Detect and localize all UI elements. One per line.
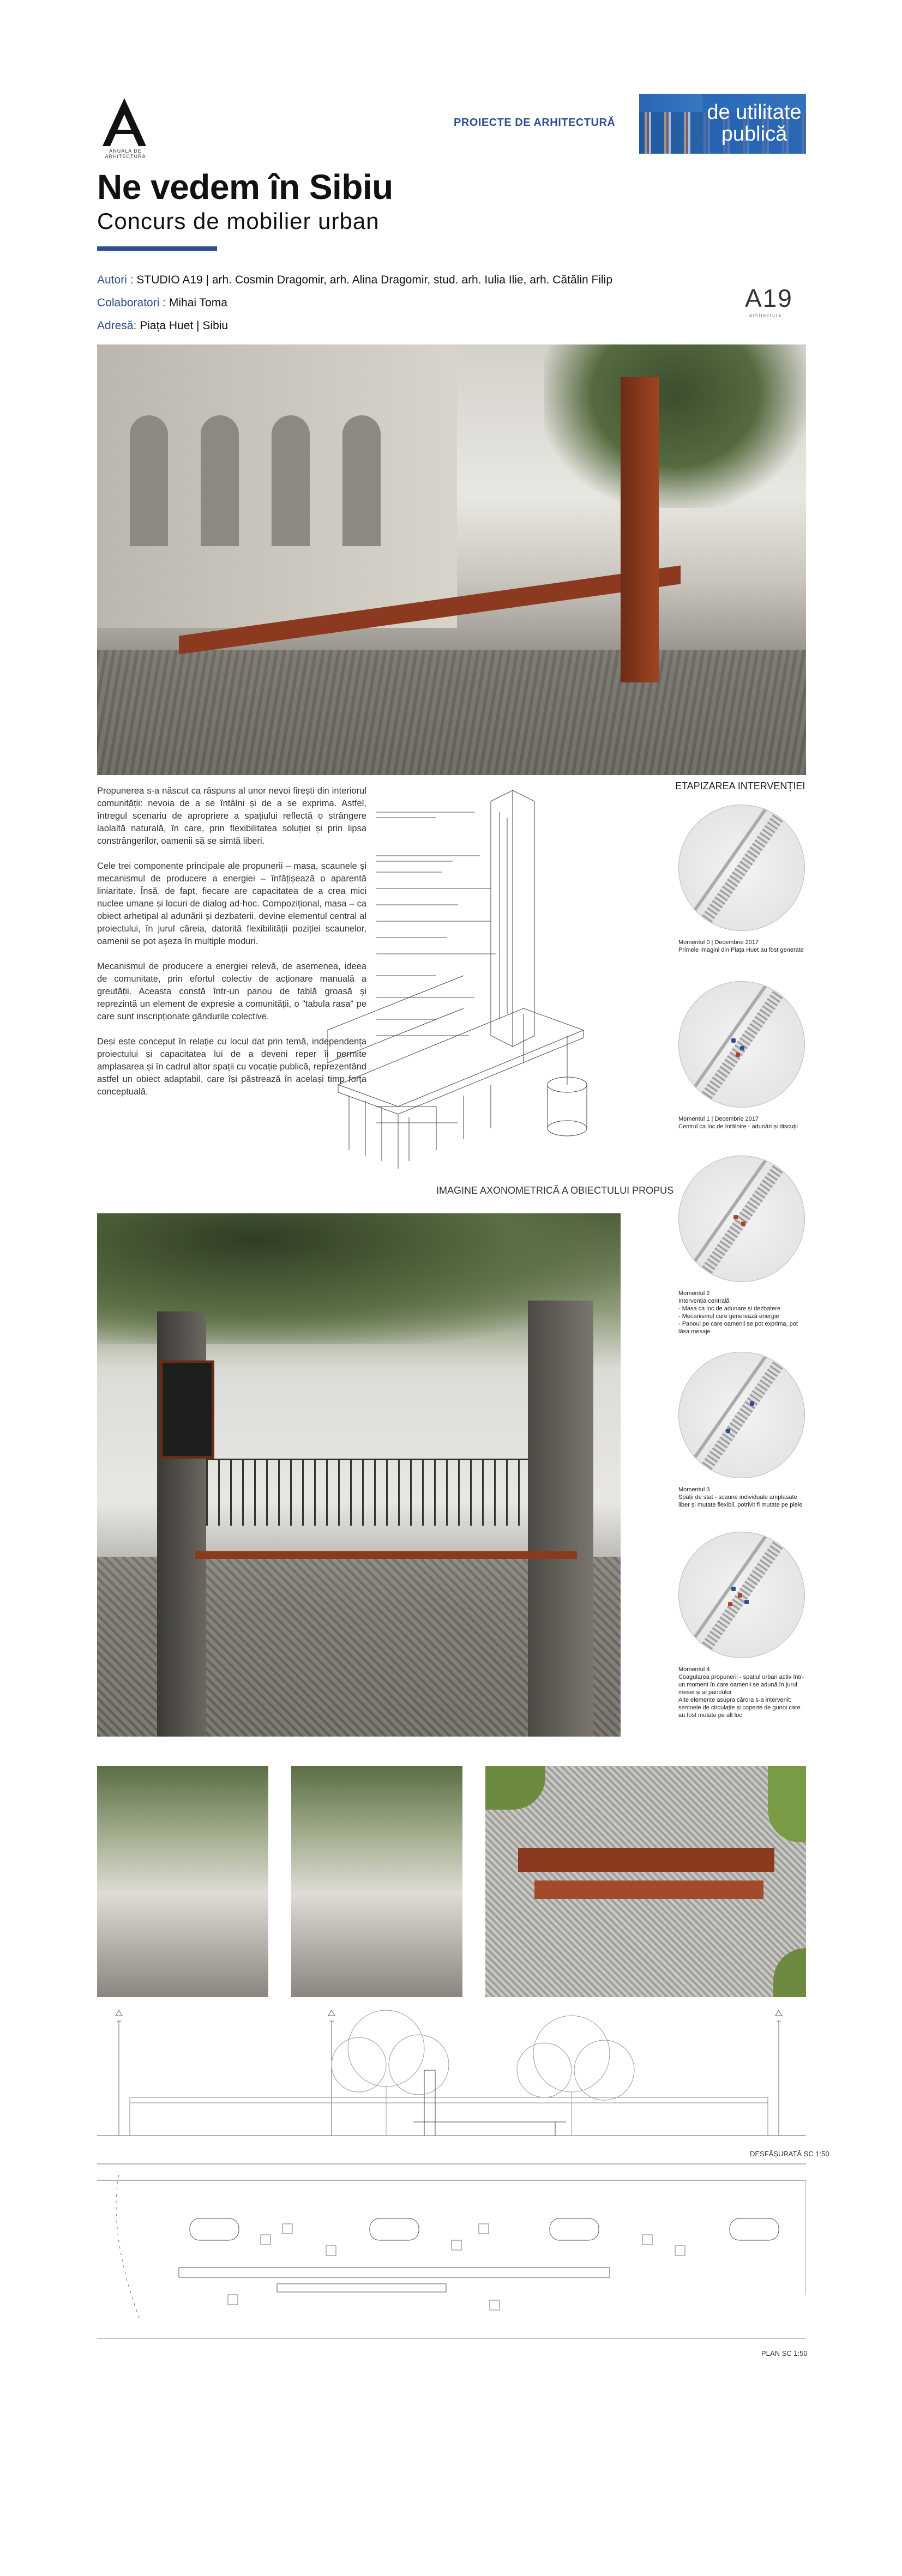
tree-canopy — [544, 344, 806, 508]
badge-text — [702, 94, 806, 154]
table-marker — [733, 1215, 738, 1219]
grass-patch — [768, 1766, 806, 1842]
stage-label: Momentul 4 Coagularea propunerii - spațiul urban activ într-un moment în care oamenii se adună în jurul mesei și al panoului Alte elemente asupra cărora s-a intervenit: semnele de circulație și coperte de gunoi care au fost mutate pe alt loc — [678, 1666, 804, 1719]
stage-item — [678, 981, 804, 1130]
badge-line-1: de utilitate — [707, 101, 802, 124]
badge-line-2: publică — [721, 123, 787, 146]
logo-text: ANUALA DE ARHITECTURĂ — [105, 148, 146, 159]
tree-trunk — [528, 1301, 593, 1737]
energy-totem — [621, 377, 659, 682]
anuala-logo-icon — [97, 96, 152, 148]
address-label: Adresă: — [97, 319, 137, 332]
stage-label: Momentul 2 Intervenția centrală - Masa ca loc de adunare și dezbatere - Mecanismul care generează energie - Panoul pe care oamenii se pot exprima, pot lăsa mesaje — [678, 1290, 798, 1335]
authors-label: Autori : — [97, 274, 134, 286]
annotation-lines — [376, 812, 496, 1123]
chair-marker — [750, 1401, 754, 1406]
elevation-caption: DESFĂȘURATĂ SC 1:50 — [750, 2150, 829, 2158]
arch — [272, 415, 310, 546]
person-marker — [738, 1593, 742, 1598]
stages-title: ETAPIZAREA INTERVENȚIEI — [675, 781, 805, 791]
stage-label: Momentul 0 | Decembrie 2017 Primele imagini din Piața Huet au fost generate — [678, 939, 804, 953]
axonometric-drawing — [327, 779, 633, 1194]
paragraph: Cele trei componente principale ale propunerii – masa, scaunele și mecanismul de producere a energiei – înfățișează o aparentă liniaritate. Însă, de fapt, fiecare are capacitatea de a crea mici nuclee umane și locuri de dialog ad-hoc. Compozițional, masa – ca obiect arhetipal al adunării și dezbaterii, devine elementul central al proiectului, în jurul căreia, datorită flexibilității poziției scaunelor, oamenii se pot așeza în multiple moduri. — [97, 861, 366, 946]
detail-render-image — [291, 1766, 462, 1997]
stage-item — [678, 1156, 804, 1335]
chair-marker — [726, 1429, 730, 1433]
person-marker — [731, 1038, 736, 1043]
description-text — [97, 785, 366, 1111]
paving-band — [689, 1352, 799, 1478]
paving — [97, 650, 806, 775]
stage-plan-circle — [678, 1352, 805, 1478]
table-marker — [741, 1222, 745, 1226]
address-line — [97, 319, 228, 332]
grass-patch — [773, 1948, 806, 1997]
person-marker — [731, 1587, 736, 1591]
table-top — [534, 1880, 763, 1899]
person-marker — [740, 1046, 744, 1050]
main-render-image — [97, 344, 806, 775]
paving-band — [689, 1532, 799, 1658]
plan-drawing — [97, 2158, 806, 2360]
studio-logo: A19 — [745, 284, 793, 312]
address-value: Piața Huet | Sibiu — [140, 319, 228, 332]
arch — [130, 415, 168, 546]
stage-plan-circle — [678, 981, 805, 1108]
arch — [342, 415, 381, 546]
stage-plan-circle — [678, 1532, 805, 1658]
category-label: PROIECTE DE ARHITECTURĂ — [454, 117, 616, 129]
elevation-drawing — [97, 1999, 806, 2157]
public-utility-badge — [639, 94, 806, 154]
arch — [201, 415, 239, 546]
top-view-render-image — [485, 1766, 806, 1997]
stage-item — [678, 1532, 804, 1719]
paving-band — [689, 1156, 799, 1282]
collaborators-line — [97, 297, 227, 310]
plan-caption: PLAN SC 1:50 — [761, 2349, 808, 2357]
page-title: Ne vedem în Sibiu — [97, 167, 393, 207]
paving-band — [689, 981, 799, 1108]
title-underline — [97, 246, 217, 251]
paragraph: Mecanismul de producere a energiei relevă, de asemenea, ideea de comunitate, prin efortul colectiv de acționare manuală a greutății. Aceasta constă într-un panou de tablă groasă și reprezintă un element de expresie a comunității, o "tabula rasa" pe care sunt inscripționate gândurile colective. — [97, 962, 366, 1021]
authors-line — [97, 274, 612, 287]
stage-item — [678, 1352, 804, 1509]
stage-label: Momentul 3 Spații de stat - scaune individuale amplasate liber și mutate flexibil, potrivit fi mutate pe piele — [678, 1486, 803, 1508]
authors-value: STUDIO A19 | arh. Cosmin Dragomir, arh. Alina Dragomir, stud. arh. Iulia Ilie, arh. Cătălin Filip — [136, 274, 613, 286]
stage-item — [678, 805, 804, 954]
paragraph: Deși este conceput în relație cu locul dat prin temă, independența proiectului și capacitatea lui de a deveni reper îi permite amplasarea și în cadrul altor spații cu vocație publică, reprezentând astfel un obiect adaptabil, care își păstrează în același timp forța conceptuală. — [97, 1037, 366, 1097]
detail-render-image — [97, 1766, 268, 1997]
person-marker — [736, 1053, 740, 1057]
collaborators-value: Mihai Toma — [169, 297, 227, 309]
paragraph: Propunerea s-a născut ca răspuns al unor nevoi firești din interiorul comunității: nevoia de a se întâlni și de a se exprima. Astfel, întregul scenariu de apropriere a spațiului reflectă o strângere laolaltă naturală, în care, prin flexibilitatea soluției și prin lipsa constrângerilor, oamenii să se simtă liberi. — [97, 786, 366, 846]
collaborators-label: Colaboratori : — [97, 297, 166, 309]
stage-plan-circle — [678, 1156, 805, 1282]
table-top — [518, 1848, 774, 1872]
iron-fence — [206, 1459, 533, 1526]
person-marker — [744, 1600, 749, 1604]
square-render-image — [97, 1213, 621, 1737]
person-marker — [728, 1602, 732, 1606]
grass-patch — [485, 1766, 545, 1810]
long-table — [195, 1551, 577, 1559]
paving-band — [689, 805, 799, 931]
axonometric-caption: IMAGINE AXONOMETRICĂ A OBIECTULUI PROPUS — [436, 1185, 674, 1196]
studio-logo-sub: arhitectura — [749, 313, 782, 318]
chalk-board — [160, 1360, 214, 1459]
stage-plan-circle — [678, 805, 805, 931]
page-subtitle: Concurs de mobilier urban — [97, 208, 380, 234]
stage-label: Momentul 1 | Decembrie 2017 Centrul ca loc de întâlnire - adunări și discuții — [678, 1116, 798, 1130]
